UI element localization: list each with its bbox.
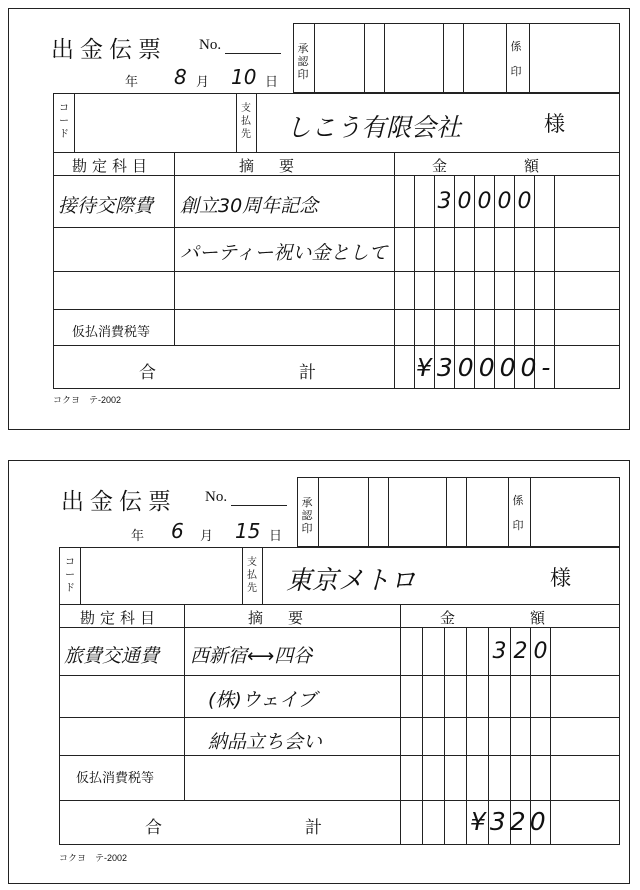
- total-label-2: 計: [299, 363, 316, 383]
- payee-row: [59, 547, 620, 605]
- slip-number-label: No.: [199, 37, 222, 53]
- month-value: 6: [171, 519, 184, 543]
- header-amount-2: 額: [530, 609, 551, 627]
- header-amount-2: 額: [524, 157, 545, 175]
- payee-label: 支 払 先: [241, 103, 251, 140]
- row-1-digit: 0: [533, 639, 548, 664]
- maker-label: コクヨ テ-2002: [59, 853, 128, 863]
- row-1-digit: 2: [513, 639, 528, 664]
- payee-name: しこう有限会社: [286, 113, 462, 142]
- entry-table: [53, 153, 620, 389]
- honorific: 様: [550, 566, 571, 590]
- row-1-digit: 0: [477, 189, 492, 214]
- payee-label: 支 払 先: [247, 557, 257, 594]
- row-1-digit: 3: [492, 639, 507, 664]
- maker-label: コクヨ テ-2002: [53, 395, 122, 405]
- row-1-account: 接待交際費: [58, 195, 154, 217]
- voucher-slip-2: [8, 460, 630, 884]
- total-amount: ¥320: [470, 807, 550, 836]
- voucher-slip-1: [8, 8, 630, 430]
- approval-label: 承 認 印: [301, 496, 313, 535]
- payee-row: [53, 93, 620, 153]
- year-label: 年: [131, 529, 145, 544]
- header-amount-1: 金: [440, 609, 461, 627]
- month-value: 8: [174, 65, 187, 89]
- month-label: 月: [200, 529, 214, 544]
- approval-stamp-box: [297, 477, 620, 547]
- row-1-digit: 0: [457, 189, 472, 214]
- code-label: コ ー ド: [59, 103, 69, 140]
- entry-table: [59, 605, 620, 845]
- row-1-digit: 0: [517, 189, 532, 214]
- payee-name: 東京メトロ: [286, 566, 417, 596]
- staff-label: 係 印: [510, 40, 522, 78]
- row-1-summary: 西新宿⟷四谷: [190, 645, 313, 667]
- total-label-1: 合: [139, 363, 156, 383]
- slip-number-label: No.: [205, 489, 228, 505]
- tax-label: 仮払消費税等: [72, 325, 151, 340]
- approval-stamp-box: [293, 23, 620, 93]
- slip-title: 出金伝票: [51, 37, 167, 63]
- row-2-summary: パーティー祝い金として: [180, 242, 388, 264]
- code-label: コ ー ド: [65, 557, 75, 594]
- header-amount-1: 金: [432, 157, 453, 175]
- day-label: 日: [269, 529, 283, 544]
- day-label: 日: [265, 75, 279, 90]
- day-value: 15: [235, 519, 261, 543]
- day-value: 10: [231, 65, 257, 89]
- header-summary: 摘 要: [239, 157, 300, 175]
- row-2-summary: (株)ウェイブ: [208, 689, 317, 711]
- row-1-digit: 0: [497, 189, 512, 214]
- header-account: 勘定科目: [72, 157, 153, 175]
- row-1-summary: 創立30周年記念: [180, 195, 319, 217]
- row-1-digit: 3: [437, 189, 452, 214]
- total-amount: ¥30000-: [416, 353, 556, 382]
- staff-label: 係 印: [512, 494, 524, 532]
- row-1-account: 旅費交通費: [64, 645, 160, 667]
- total-label-2: 計: [305, 818, 322, 838]
- honorific: 様: [544, 112, 565, 136]
- slip-number-line: [225, 53, 281, 54]
- header-account: 勘定科目: [80, 609, 161, 627]
- row-3-summary: 納品立ち会い: [208, 731, 323, 753]
- total-label-1: 合: [145, 818, 162, 838]
- year-label: 年: [125, 75, 139, 90]
- month-label: 月: [196, 75, 210, 90]
- slip-number-line: [231, 505, 287, 506]
- approval-label: 承 認 印: [297, 42, 309, 81]
- header-summary: 摘 要: [248, 609, 309, 627]
- slip-title: 出金伝票: [61, 489, 177, 515]
- tax-label: 仮払消費税等: [76, 771, 155, 786]
